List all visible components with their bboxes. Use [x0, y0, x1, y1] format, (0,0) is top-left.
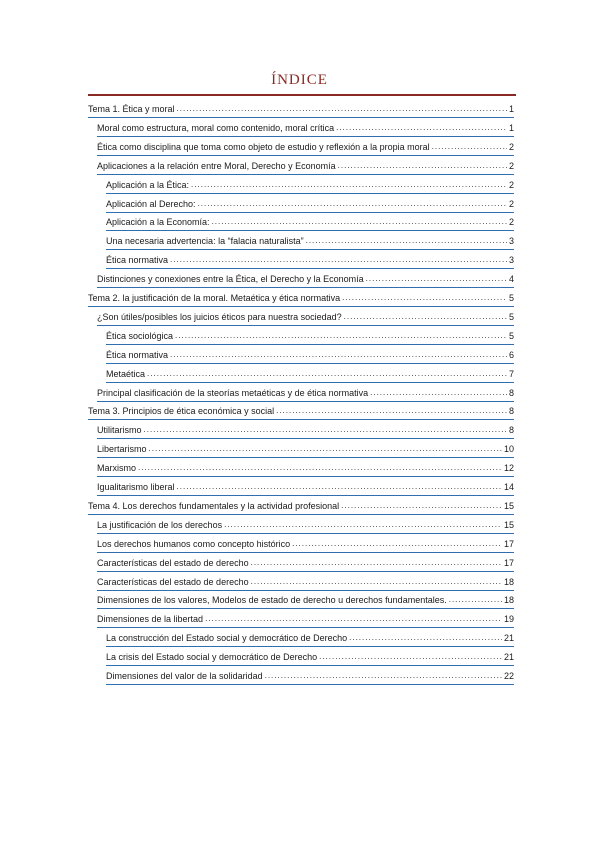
toc-page-number: 17 [503, 538, 514, 549]
dot-leader [175, 330, 507, 342]
dot-leader [449, 594, 502, 606]
toc-entry-label: Moral como estructura, moral como contenido, moral crítica [97, 122, 335, 133]
dot-leader [205, 613, 502, 625]
toc-entry-label: Tema 3. Principios de ética económica y social [88, 406, 275, 417]
toc-page-number: 2 [508, 217, 514, 228]
toc-section-link[interactable] [97, 120, 514, 137]
dot-leader [319, 651, 502, 663]
toc-page-number: 15 [503, 500, 514, 511]
toc-section-link[interactable] [106, 196, 514, 213]
toc-page-number: 5 [508, 311, 514, 322]
toc-page-number: 6 [508, 349, 514, 360]
toc-entry-label: Utilitarismo [97, 425, 142, 436]
dot-leader [349, 632, 502, 644]
toc-page-number: 8 [508, 406, 514, 417]
toc-section-link[interactable] [106, 233, 514, 250]
toc-entry-label: Tema 1. Ética y moral [88, 104, 175, 114]
title-divider [88, 94, 516, 96]
dot-leader [170, 349, 507, 361]
dot-leader [342, 292, 507, 304]
dot-leader [432, 141, 507, 153]
toc-entry-label: Una necesaria advertencia: la “falacia naturalista” [106, 236, 304, 247]
dot-leader [212, 216, 507, 228]
toc-page-number: 2 [508, 160, 514, 171]
dot-leader [138, 462, 502, 474]
toc-entry-label: La justificación de los derechos [97, 519, 223, 530]
toc-page-number: 5 [508, 330, 514, 341]
toc-entry-label: Distinciones y conexiones entre la Ética, el Derecho y la Economía [97, 274, 364, 285]
toc-section-link[interactable] [106, 630, 514, 647]
dot-leader [177, 481, 502, 493]
dot-leader [147, 368, 507, 380]
toc-chapter-link[interactable] [88, 403, 514, 420]
toc-page-number: 3 [508, 236, 514, 247]
dot-leader [276, 405, 507, 417]
toc-page-number: 3 [508, 255, 514, 266]
toc-page-number: 22 [503, 671, 514, 681]
toc-entry-label: Igualitarismo liberal [97, 482, 175, 492]
dot-leader [149, 443, 502, 455]
toc-section-link[interactable] [106, 214, 514, 231]
dot-leader [251, 557, 502, 569]
dot-leader [306, 235, 507, 247]
toc-entry-label: Metaética [106, 368, 146, 379]
toc-entry-label: Características del estado de derecho [97, 557, 249, 568]
toc-page-number: 8 [508, 425, 514, 436]
toc-chapter-link[interactable] [88, 101, 514, 118]
toc-section-link[interactable] [97, 385, 514, 402]
toc-entry-label: Aplicación a la Economía: [106, 217, 210, 228]
toc-section-link[interactable] [106, 366, 514, 383]
toc-section-link[interactable] [106, 668, 514, 685]
dot-leader [370, 387, 507, 399]
toc-entry-label: Ética sociológica [106, 330, 174, 341]
toc-page-number: 15 [503, 519, 514, 530]
dot-leader [224, 519, 502, 531]
toc-section-link[interactable] [97, 479, 514, 496]
dot-leader [366, 273, 507, 285]
toc-section-link[interactable] [97, 555, 514, 572]
toc-section-link[interactable] [97, 309, 514, 326]
toc-page-number: 2 [508, 141, 514, 152]
dot-leader [251, 576, 502, 588]
dot-leader [191, 179, 507, 191]
toc-entry-label: La construcción del Estado social y democrático de Derecho [106, 633, 348, 644]
toc-entry-label: Características del estado de derecho [97, 576, 249, 587]
dot-leader [338, 160, 507, 172]
dot-leader [144, 424, 507, 436]
toc-entry-label: La crisis del Estado social y democrático de Derecho [106, 652, 318, 663]
toc-page-number: 1 [508, 104, 514, 114]
toc-page-number: 21 [503, 652, 514, 663]
toc-entry-label: Dimensiones del valor de la solidaridad [106, 671, 263, 681]
toc-entry-label: ¿Son útiles/posibles los juicios éticos para nuestra sociedad? [97, 311, 342, 322]
toc-section-link[interactable] [97, 271, 514, 288]
toc-section-link[interactable] [97, 441, 514, 458]
toc-entry-label: Tema 2. la justificación de la moral. Metaética y ética normativa [88, 293, 341, 303]
toc-chapter-link[interactable] [88, 498, 514, 515]
dot-leader [265, 670, 502, 682]
toc-page-number: 7 [508, 368, 514, 379]
toc-section-link[interactable] [97, 517, 514, 534]
toc-entry-label: Dimensiones de la libertad [97, 614, 204, 625]
toc-entry-label: Marxismo [97, 463, 137, 474]
dot-leader [292, 538, 502, 550]
toc-section-link[interactable] [106, 177, 514, 194]
dot-leader [336, 122, 507, 134]
toc-page-number: 18 [503, 576, 514, 587]
toc-entry-label: Principal clasificación de la steorías metaéticas y de ética normativa [97, 387, 369, 398]
toc-page-number: 2 [508, 198, 514, 209]
toc-page-number: 21 [503, 633, 514, 644]
toc-page-number: 5 [508, 293, 514, 303]
toc-section-link[interactable] [97, 611, 514, 628]
page-title: ÍNDICE [271, 72, 328, 88]
toc-page-number: 17 [503, 557, 514, 568]
toc-section-link[interactable] [106, 347, 514, 364]
toc-entry-label: Ética normativa [106, 349, 169, 360]
toc-page-number: 4 [508, 274, 514, 285]
dot-leader [198, 198, 507, 210]
toc-section-link[interactable] [97, 422, 514, 439]
dot-leader [344, 311, 507, 323]
toc-section-link[interactable] [106, 252, 514, 269]
toc-section-link[interactable] [97, 574, 514, 591]
toc-page-number: 18 [503, 595, 514, 606]
toc-section-link[interactable] [97, 139, 514, 156]
toc-section-link[interactable] [97, 592, 514, 609]
dot-leader [177, 103, 507, 115]
dot-leader [170, 254, 507, 266]
toc-entry-label: Dimensiones de los valores, Modelos de estado de derecho u derechos fundamentales. [97, 595, 447, 606]
toc-page-number: 1 [508, 122, 514, 133]
toc-page-number: 2 [508, 179, 514, 190]
dot-leader [341, 500, 502, 512]
toc-entry-label: Libertarismo [97, 444, 147, 455]
toc-page-number: 8 [508, 387, 514, 398]
toc-entry-label: Ética como disciplina que toma como objeto de estudio y reflexión a la propia moral [97, 141, 430, 152]
toc-page-number: 10 [503, 444, 514, 455]
toc-entry-label: Aplicación a la Ética: [106, 179, 190, 190]
toc-entry-label: Aplicación al Derecho: [106, 198, 196, 209]
toc-section-link[interactable] [97, 536, 514, 553]
toc-entry-label: Tema 4. Los derechos fundamentales y la actividad profesional [88, 500, 340, 511]
toc-page-number: 14 [503, 482, 514, 492]
toc-chapter-link[interactable] [88, 290, 514, 307]
toc-section-link[interactable] [97, 158, 514, 175]
toc-section-link[interactable] [97, 460, 514, 477]
toc-entry-label: Los derechos humanos como concepto histórico [97, 538, 291, 549]
toc-entry-label: Aplicaciones a la relación entre Moral, Derecho y Economía [97, 160, 336, 171]
toc-entry-label: Ética normativa [106, 255, 169, 266]
toc-page-number: 12 [503, 463, 514, 474]
toc-section-link[interactable] [106, 328, 514, 345]
toc-page-number: 19 [503, 614, 514, 625]
toc-section-link[interactable] [106, 649, 514, 666]
